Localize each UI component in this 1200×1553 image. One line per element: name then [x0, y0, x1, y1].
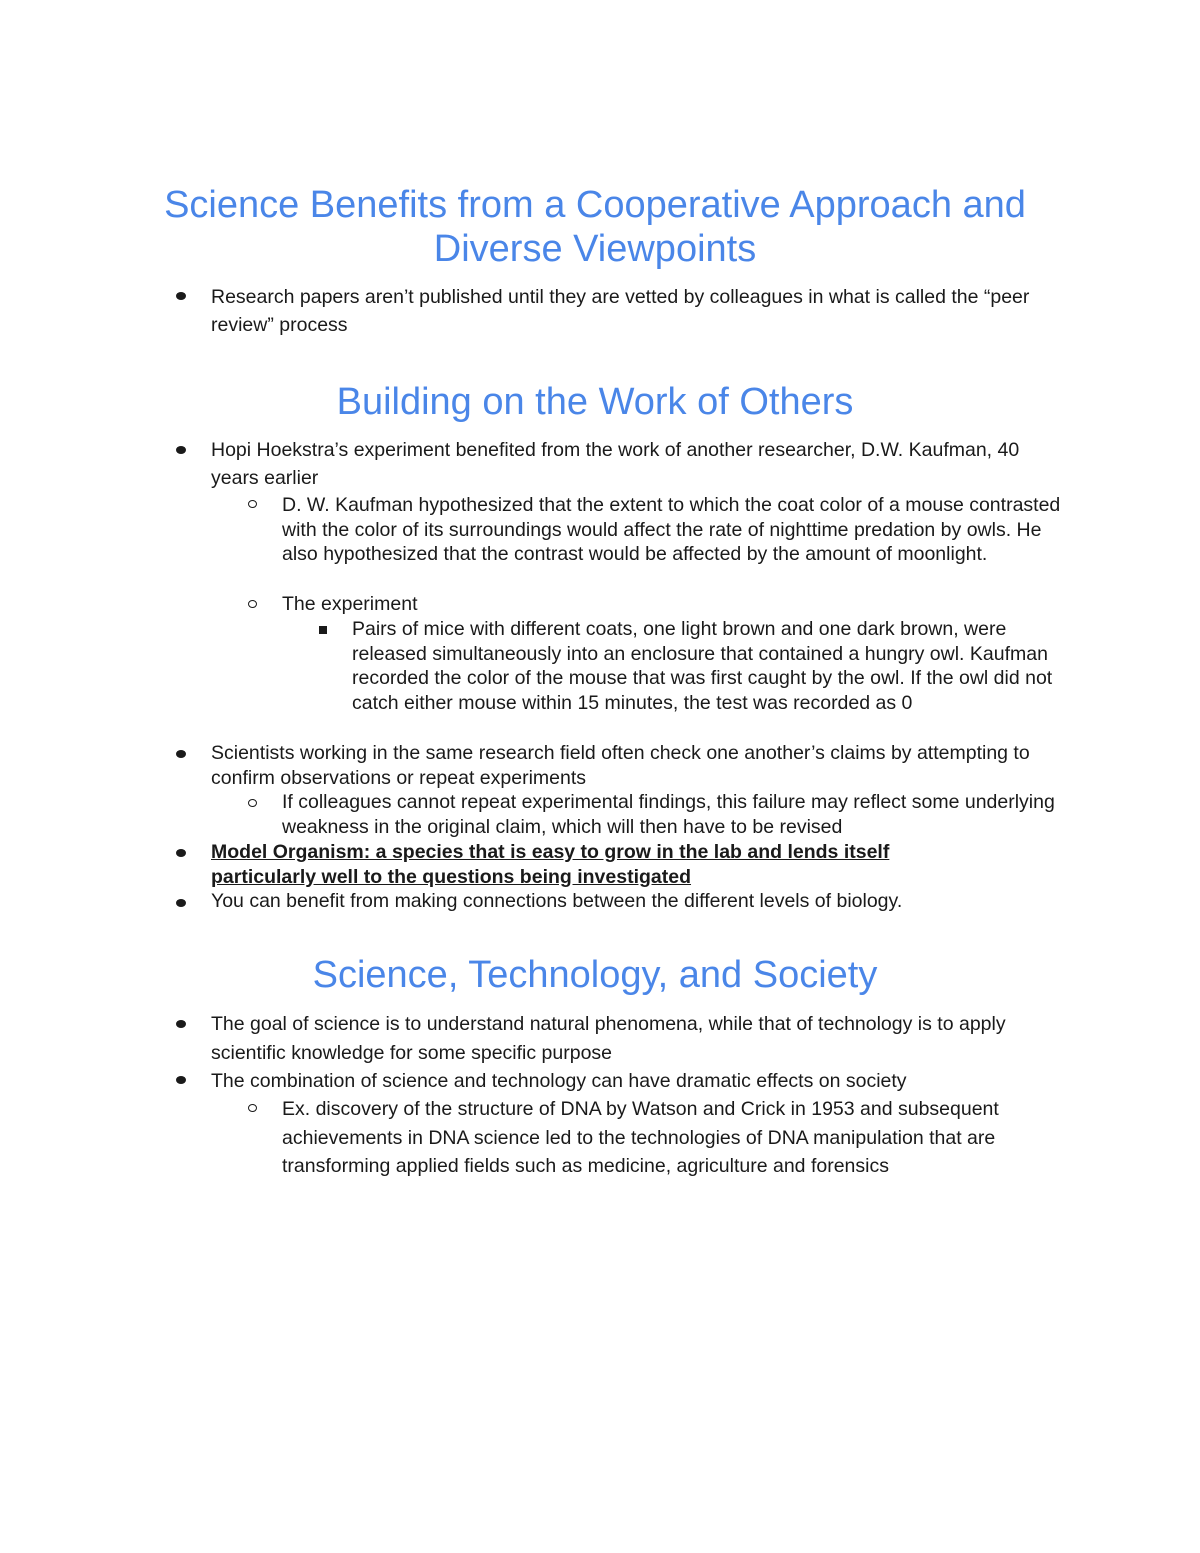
section-heading: Science, Technology, and Society	[312, 954, 878, 996]
list-item: The experiment	[282, 593, 418, 615]
list-item: You can benefit from making connections between the different levels of biology.	[211, 890, 903, 912]
bullet-disc-icon	[176, 750, 186, 758]
section-heading: Science Benefits from a Cooperative Approach and Diverse Viewpoints	[164, 184, 1026, 270]
list-item: Research papers aren’t published until they are vetted by colleagues in what is called the “peer review” process	[211, 286, 1030, 336]
bullet-disc-icon	[176, 1020, 186, 1028]
list-item: Pairs of mice with different coats, one light brown and one dark brown, were released simultaneously into an enclosure that contained a hungry owl. Kaufman recorded the color of the mouse that was first caught by the owl. If the owl did not catch either mouse within 15 minutes, the test was recorded as 0	[352, 618, 1053, 714]
bullet-circle-icon	[248, 500, 257, 508]
bullet-disc-icon	[176, 899, 186, 907]
list-item: Ex. discovery of the structure of DNA by Watson and Crick in 1953 and subsequent achievements in DNA science led to the technologies of DNA manipulation that are transforming applied fields such as medicine, agriculture and forensics	[282, 1098, 999, 1177]
bullet-disc-icon	[176, 1076, 186, 1084]
list-item: Scientists working in the same research field often check one another’s claims by attempting to confirm observations or repeat experiments	[211, 742, 1030, 789]
bullet-circle-icon	[248, 600, 257, 608]
bullet-disc-icon	[176, 446, 186, 454]
bullet-disc-icon	[176, 849, 186, 857]
list-item: The combination of science and technology can have dramatic effects on society	[211, 1070, 907, 1092]
definition-model-organism: Model Organism: a species that is easy to grow in the lab and lends itself particularly well to the questions being investigated	[211, 841, 890, 888]
bullet-circle-icon	[248, 1104, 257, 1112]
bullet-square-icon	[319, 626, 327, 634]
list-item: If colleagues cannot repeat experimental findings, this failure may reflect some underlying weakness in the original claim, which will then have to be revised	[282, 791, 1055, 838]
bullet-disc-icon	[176, 292, 186, 300]
list-item: D. W. Kaufman hypothesized that the extent to which the coat color of a mouse contrasted with the color of its surroundings would affect the rate of nighttime predation by owls. He also hypothesized that the contrast would be affected by the amount of moonlight.	[282, 494, 1061, 566]
bullet-circle-icon	[248, 799, 257, 807]
list-item: The goal of science is to understand natural phenomena, while that of technology is to apply scientific knowledge for some specific purpose	[211, 1013, 1006, 1064]
list-item: Hopi Hoekstra’s experiment benefited from the work of another researcher, D.W. Kaufman, 40 years earlier	[211, 439, 1020, 489]
section-heading: Building on the Work of Others	[336, 381, 854, 423]
